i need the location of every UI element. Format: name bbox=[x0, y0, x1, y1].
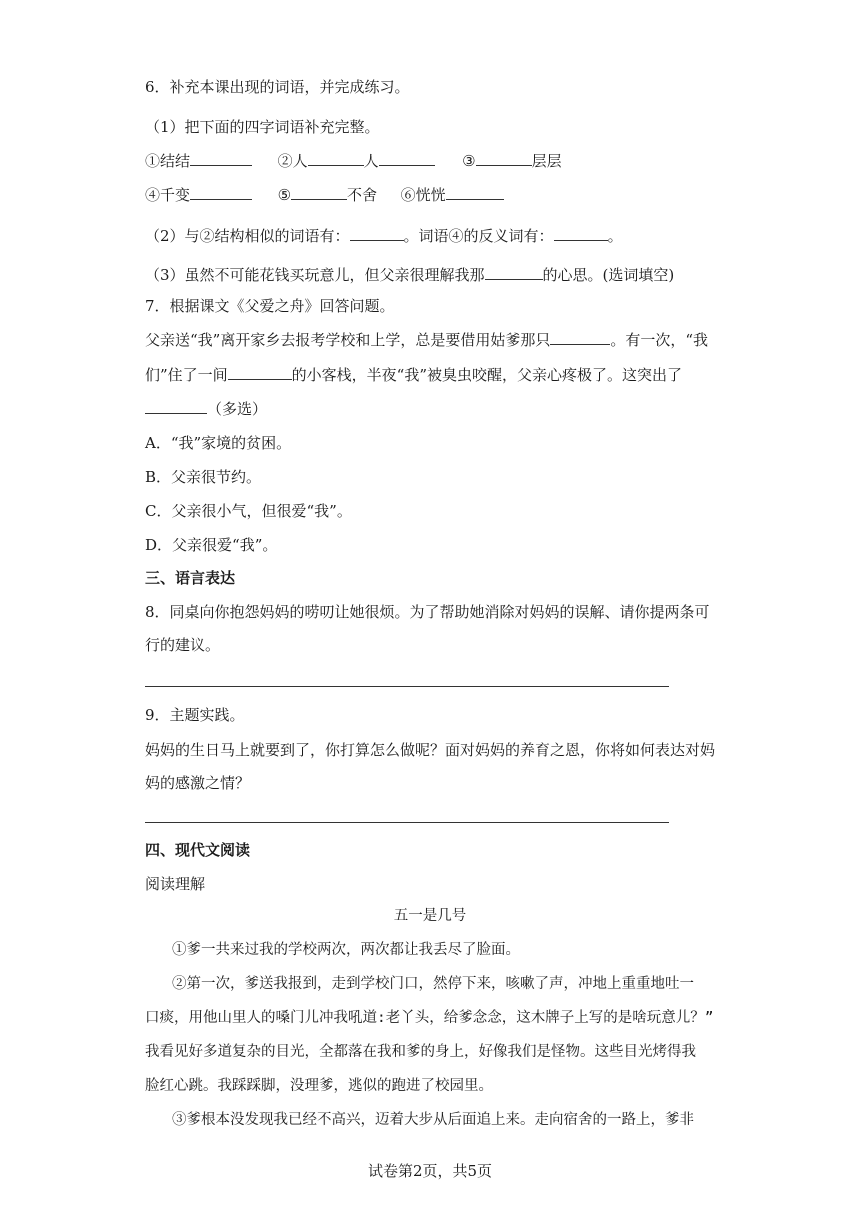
word-1-prefix: ①结结 bbox=[145, 152, 191, 170]
option-a[interactable]: A．“我”家境的贫困。 bbox=[145, 434, 292, 452]
q7-line3 bbox=[145, 399, 267, 419]
word-3-suffix: 层层 bbox=[531, 152, 562, 170]
q6-sub2-text-b: 。词语④的反义词有： bbox=[403, 227, 554, 245]
word-1-blank[interactable] bbox=[190, 151, 252, 166]
q6-row1 bbox=[145, 151, 562, 171]
q6-sub3-text-b: 的心思。(选词填空) bbox=[542, 266, 675, 284]
q6-row2 bbox=[145, 185, 504, 205]
passage-line: ①爹一共来过我的学校两次，两次都让我丢尽了脸面。 bbox=[172, 942, 520, 958]
q7-line1-text-a: 父亲送“我”离开家乡去报考学校和上学，总是要借用姑爹那只 bbox=[145, 331, 551, 349]
q9-stem: 9．主题实践。 bbox=[145, 706, 245, 724]
q7-stem: 7．根据课文《父爱之舟》回答问题。 bbox=[145, 297, 395, 315]
word-5-blank[interactable] bbox=[291, 185, 347, 200]
passage-line: ②第一次，爹送我报到，走到学校门口，然停下来，咳嗽了声，冲地上重重地吐一 bbox=[172, 976, 694, 992]
q6-stem: 6．补充本课出现的词语，并完成练习。 bbox=[145, 78, 410, 96]
q6-sub2-text-c: 。 bbox=[607, 227, 623, 245]
highlight-blank[interactable] bbox=[145, 399, 207, 414]
word-6-blank[interactable] bbox=[446, 185, 504, 200]
option-b[interactable]: B．父亲很节约。 bbox=[145, 468, 262, 486]
passage-line: ③爹根本没发现我已经不高兴，迈着大步从后面追上来。走向宿舍的一路上，爹非 bbox=[172, 1112, 694, 1128]
word-2-blank-b[interactable] bbox=[379, 151, 435, 166]
q9-line1: 妈妈的生日马上就要到了，你打算怎么做呢？面对妈妈的养育之恩，你将如何表达对妈 bbox=[145, 741, 716, 759]
word-3-prefix: ③ bbox=[462, 152, 476, 170]
q6-sub2-text-a: （2）与②结构相似的词语有： bbox=[145, 227, 350, 245]
page-footer: 试卷第2页，共5页 bbox=[367, 1162, 493, 1180]
word-2-prefix: ②人 bbox=[277, 152, 308, 170]
q8-answer-line[interactable] bbox=[145, 686, 669, 687]
q9-answer-line[interactable] bbox=[145, 822, 669, 823]
word-5-suffix: 不舍 bbox=[347, 186, 378, 204]
inn-blank[interactable] bbox=[228, 365, 292, 380]
passage-title: 五一是几号 bbox=[393, 908, 467, 924]
q6-sub3 bbox=[145, 265, 674, 285]
word-5-prefix: ⑤ bbox=[277, 186, 292, 204]
q9-line2: 妈的感激之情？ bbox=[145, 774, 251, 792]
q8-line2: 行的建议。 bbox=[145, 636, 221, 654]
q7-line2 bbox=[145, 365, 682, 385]
fill-word-blank[interactable] bbox=[485, 265, 543, 280]
q6-sub1: （1）把下面的四字词语补充完整。 bbox=[145, 118, 380, 136]
word-4-blank[interactable] bbox=[190, 185, 252, 200]
multi-select-note: （多选） bbox=[207, 400, 268, 418]
word-6-prefix: ⑥恍恍 bbox=[400, 186, 446, 204]
word-2-blank-a[interactable] bbox=[308, 151, 364, 166]
similar-words-blank[interactable] bbox=[350, 226, 404, 241]
boat-blank[interactable] bbox=[550, 330, 610, 345]
option-c[interactable]: C．父亲很小气，但很爱“我”。 bbox=[145, 502, 352, 520]
reading-label: 阅读理解 bbox=[145, 875, 206, 893]
antonym-blank[interactable] bbox=[554, 226, 608, 241]
q7-line1-text-b: 。有一次，“我 bbox=[610, 331, 709, 349]
q6-sub3-text-a: （3）虽然不可能花钱买玩意儿，但父亲很理解我那 bbox=[145, 266, 485, 284]
option-d[interactable]: D．父亲很爱“我”。 bbox=[145, 536, 278, 554]
q8-line1: 8．同桌向你抱怨妈妈的唠叨让她很烦。为了帮助她消除对妈妈的误解、请你提两条可 bbox=[145, 603, 710, 621]
q6-sub2 bbox=[145, 226, 623, 246]
word-2-mid: 人 bbox=[363, 152, 379, 170]
passage-line: 口痰，用他山里人的嗓门儿冲我吼道:老丫头，给爹念念，这木牌子上写的是啥玩意儿？” bbox=[145, 1010, 714, 1026]
q7-line2-text-a: 们”住了一间 bbox=[145, 366, 228, 384]
q7-line1 bbox=[145, 330, 708, 350]
section-3-heading: 三、语言表达 bbox=[145, 569, 236, 587]
q7-line2-text-b: 的小客栈，半夜“我”被臭虫咬醒，父亲心疼极了。这突出了 bbox=[291, 366, 683, 384]
word-3-blank[interactable] bbox=[476, 151, 532, 166]
passage-line: 脸红心跳。我踩踩脚，没理爹，逃似的跑进了校园里。 bbox=[145, 1078, 493, 1094]
section-4-heading: 四、现代文阅读 bbox=[145, 841, 251, 859]
passage-line: 我看见好多道复杂的目光，全都落在我和爹的身上，好像我们是怪物。这些目光烤得我 bbox=[145, 1044, 696, 1060]
word-4-prefix: ④千变 bbox=[145, 186, 191, 204]
